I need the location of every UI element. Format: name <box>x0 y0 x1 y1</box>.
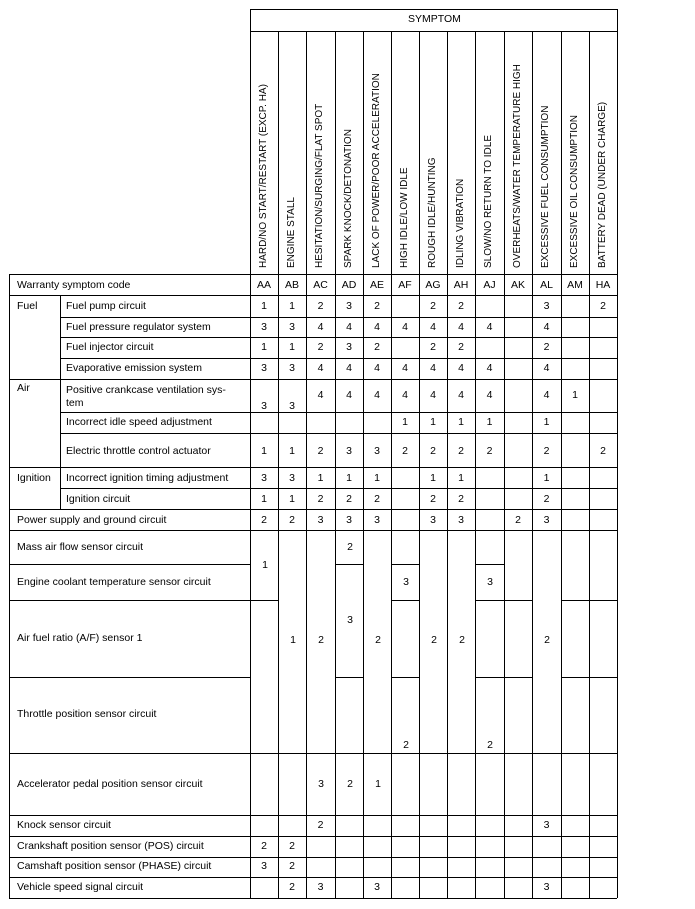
table-cell: 3 <box>430 514 436 526</box>
table-cell: 2 <box>289 860 295 872</box>
table-cell: 3 <box>543 300 550 312</box>
table-cell: 2 <box>458 493 464 505</box>
grid-hline <box>9 898 617 899</box>
grid-hline <box>9 677 250 678</box>
table-cell: 4 <box>317 362 324 374</box>
grid-vline <box>475 31 476 898</box>
table-cell: 4 <box>543 362 550 374</box>
row-label: Fuel injector circuit <box>66 341 154 353</box>
table-cell: 3 <box>346 514 352 526</box>
symptom-header: OVERHEATS/WATER TEMPERATURE HIGH <box>512 64 523 268</box>
table-cell: 4 <box>430 389 436 401</box>
table-cell: 4 <box>543 389 550 401</box>
table-cell: 3 <box>374 881 380 893</box>
row-label-af: Air fuel ratio (A/F) sensor 1 <box>17 632 143 644</box>
table-cell: 2 <box>543 341 550 353</box>
table-cell: 1 <box>458 416 464 428</box>
symptom-header: ROUGH IDLE/HUNTING <box>427 157 438 268</box>
table-cell: 3 <box>261 321 267 333</box>
grid-hline <box>9 467 617 468</box>
table-cell: 2 <box>458 445 464 457</box>
table-cell: 2 <box>317 493 324 505</box>
table-cell: 2 <box>430 445 436 457</box>
table-cell: 4 <box>317 321 324 333</box>
table-cell: 1 <box>261 493 267 505</box>
group-air: Air <box>17 382 30 394</box>
table-cell: 1 <box>543 472 550 484</box>
cell-ae-merged: 2 <box>375 634 381 646</box>
grid-hline <box>391 564 419 565</box>
row-label-tps: Throttle position sensor circuit <box>17 708 157 720</box>
table-cell: 3 <box>458 514 464 526</box>
table-cell: 3 <box>289 321 295 333</box>
table-cell: 3 <box>289 362 295 374</box>
grid-hline <box>250 753 278 754</box>
row-label: Ignition circuit <box>66 493 131 505</box>
grid-hline <box>9 295 617 296</box>
cell-ah-merged: 2 <box>459 634 465 646</box>
table-cell: 2 <box>458 300 464 312</box>
table-cell: 1 <box>402 416 408 428</box>
row-label: Incorrect ignition timing adjustment <box>66 472 229 484</box>
warranty-code: AC <box>313 279 328 291</box>
table-cell: 4 <box>346 389 352 401</box>
symptom-header: HARD/NO START/RESTART (EXCP. HA) <box>258 84 269 268</box>
warranty-code: AJ <box>483 279 496 291</box>
cell-aa-maf-ect: 1 <box>262 559 268 571</box>
table-cell: 3 <box>543 514 550 526</box>
table-cell: 1 <box>430 472 436 484</box>
table-cell: 2 <box>317 445 324 457</box>
cell-al-merged: 2 <box>544 634 550 646</box>
warranty-code: AK <box>510 279 525 291</box>
table-cell: 2 <box>543 493 550 505</box>
symptom-header: SLOW/NO RETURN TO IDLE <box>483 135 494 268</box>
warranty-code: AE <box>369 279 384 291</box>
row-label: Power supply and ground circuit <box>17 514 167 526</box>
grid-hline <box>475 753 504 754</box>
grid-vline <box>60 379 61 467</box>
table-cell: 4 <box>374 389 380 401</box>
table-cell: 2 <box>346 493 352 505</box>
row-label: Fuel pressure regulator system <box>66 321 211 333</box>
grid-vline <box>419 31 420 898</box>
cell-aj-ect: 3 <box>487 576 493 588</box>
row-label: Incorrect idle speed adjustment <box>66 416 212 428</box>
grid-hline <box>335 677 363 678</box>
grid-vline <box>363 31 364 898</box>
table-cell: 1 <box>430 416 436 428</box>
warranty-code-label: Warranty symptom code <box>17 279 131 291</box>
table-cell: 4 <box>346 321 352 333</box>
table-cell: 1 <box>261 300 267 312</box>
symptom-header: EXCESSIVE FUEL CONSUMPTION <box>540 105 551 268</box>
grid-hline <box>391 600 419 601</box>
grid-vline <box>504 31 505 898</box>
symptom-header: IDLING VIBRATION <box>455 178 466 268</box>
warranty-code: HA <box>595 279 611 291</box>
grid-hline <box>532 753 561 754</box>
table-cell: 4 <box>402 362 408 374</box>
grid-vline <box>60 295 61 379</box>
table-cell: 2 <box>402 445 408 457</box>
grid-hline <box>9 753 250 754</box>
table-cell: 1 <box>346 472 352 484</box>
table-cell: 3 <box>261 362 267 374</box>
grid-hline <box>60 317 617 318</box>
table-cell: 2 <box>374 300 380 312</box>
table-cell: 4 <box>346 362 352 374</box>
table-cell: 2 <box>261 840 267 852</box>
table-cell: 3 <box>543 819 550 831</box>
row-label: Knock sensor circuit <box>17 819 111 831</box>
table-cell: 2 <box>374 341 380 353</box>
table-cell: 2 <box>600 445 606 457</box>
table-cell: 2 <box>289 514 295 526</box>
cell-ad-merged: 3 <box>347 614 353 626</box>
grid-hline <box>504 600 532 601</box>
grid-vline <box>589 31 590 898</box>
cell-app-ad: 2 <box>347 778 353 790</box>
grid-hline <box>475 564 504 565</box>
grid-vline <box>278 31 279 898</box>
table-cell: 3 <box>374 445 380 457</box>
table-cell: 1 <box>289 445 295 457</box>
cell-aj-merged: 2 <box>487 739 493 751</box>
symptom-header: EXCESSIVE OIL CONSUMPTION <box>569 115 580 268</box>
cell-app-ac: 3 <box>318 778 324 790</box>
table-cell: 3 <box>261 400 267 412</box>
table-cell: 4 <box>317 389 324 401</box>
grid-hline <box>475 677 504 678</box>
grid-vline <box>532 31 533 898</box>
table-cell: 2 <box>515 514 521 526</box>
grid-hline <box>561 677 617 678</box>
grid-hline <box>475 600 504 601</box>
grid-hline <box>9 857 617 858</box>
grid-hline <box>335 564 363 565</box>
table-cell: 3 <box>261 860 267 872</box>
table-cell: 4 <box>430 362 436 374</box>
cell-ab-merged: 1 <box>290 634 296 646</box>
table-cell: 4 <box>458 389 464 401</box>
table-cell: 4 <box>374 321 380 333</box>
grid-hline <box>60 358 617 359</box>
grid-hline <box>9 379 617 380</box>
grid-hline <box>60 433 617 434</box>
grid-hline <box>561 600 617 601</box>
grid-hline <box>60 488 617 489</box>
grid-hline <box>278 753 335 754</box>
warranty-code: AM <box>567 279 583 291</box>
cell-af-ect: 3 <box>403 576 409 588</box>
table-cell: 1 <box>486 416 493 428</box>
table-cell: 2 <box>543 445 550 457</box>
table-cell: 4 <box>430 321 436 333</box>
pcv-label-line2: tem <box>66 397 84 409</box>
grid-hline <box>60 337 617 338</box>
table-cell: 1 <box>572 389 578 401</box>
grid-hline <box>363 753 391 754</box>
table-cell: 2 <box>317 341 324 353</box>
row-label: Fuel pump circuit <box>66 300 146 312</box>
table-cell: 3 <box>261 472 267 484</box>
table-cell: 1 <box>289 300 295 312</box>
cell-ac-merged: 2 <box>318 634 324 646</box>
grid-hline <box>250 9 617 10</box>
grid-hline <box>60 412 617 413</box>
symptom-header: BATTERY DEAD (UNDER CHARGE) <box>597 101 608 268</box>
grid-vline <box>9 274 10 898</box>
table-cell: 3 <box>543 881 550 893</box>
cell-af-merged: 2 <box>403 739 409 751</box>
row-label: Evaporative emission system <box>66 362 202 374</box>
grid-vline <box>250 9 251 274</box>
warranty-code: AF <box>398 279 412 291</box>
symptom-header: HESITATION/SURGING/FLAT SPOT <box>314 103 325 268</box>
table-cell: 4 <box>543 321 550 333</box>
warranty-code: AH <box>453 279 469 291</box>
table-cell: 2 <box>430 341 436 353</box>
grid-vline <box>617 9 618 898</box>
grid-vline <box>391 31 392 898</box>
table-cell: 4 <box>458 321 464 333</box>
warranty-code: AL <box>540 279 553 291</box>
symptom-header: ENGINE STALL <box>286 197 297 268</box>
table-cell: 2 <box>317 819 324 831</box>
table-cell: 2 <box>600 300 606 312</box>
grid-hline <box>504 677 532 678</box>
table-cell: 2 <box>317 300 324 312</box>
grid-vline <box>335 31 336 898</box>
symptom-header: LACK OF POWER/POOR ACCELERATION <box>371 73 382 268</box>
table-cell: 4 <box>486 362 493 374</box>
table-cell: 2 <box>458 341 464 353</box>
table-cell: 2 <box>289 881 295 893</box>
grid-vline <box>447 31 448 898</box>
table-cell: 1 <box>289 341 295 353</box>
table-cell: 1 <box>543 416 550 428</box>
cell-ag-merged: 2 <box>431 634 437 646</box>
table-cell: 1 <box>261 341 267 353</box>
grid-hline <box>9 815 617 816</box>
table-cell: 3 <box>346 341 352 353</box>
cell-ad-maf: 2 <box>347 541 353 553</box>
table-cell: 3 <box>317 514 324 526</box>
row-label-ect: Engine coolant temperature sensor circuit <box>17 576 211 588</box>
table-cell: 1 <box>374 472 380 484</box>
row-label-maf: Mass air flow sensor circuit <box>17 541 144 553</box>
table-cell: 3 <box>289 400 295 412</box>
grid-hline <box>419 753 475 754</box>
row-label: Electric throttle control actuator <box>66 445 211 457</box>
table-cell: 3 <box>346 300 352 312</box>
table-cell: 1 <box>261 445 267 457</box>
table-cell: 3 <box>374 514 380 526</box>
table-cell: 1 <box>289 493 295 505</box>
row-label-app: Accelerator pedal position sensor circuit <box>17 778 203 790</box>
row-label: Vehicle speed signal circuit <box>17 881 144 893</box>
grid-hline <box>391 753 419 754</box>
grid-hline <box>9 564 250 565</box>
table-cell: 1 <box>317 472 324 484</box>
table-cell: 2 <box>261 514 267 526</box>
grid-hline <box>9 530 617 531</box>
symptom-header: SPARK KNOCK/DETONATION <box>343 129 354 268</box>
table-cell: 4 <box>402 321 408 333</box>
grid-hline <box>9 600 250 601</box>
table-cell: 1 <box>458 472 464 484</box>
grid-hline <box>9 836 617 837</box>
grid-hline <box>504 753 532 754</box>
table-cell: 2 <box>430 493 436 505</box>
table-cell: 4 <box>486 321 493 333</box>
group-ignition: Ignition <box>17 472 51 484</box>
grid-hline <box>9 274 617 275</box>
symptom-group-title: SYMPTOM <box>408 13 461 25</box>
table-cell: 2 <box>486 445 493 457</box>
grid-hline <box>9 509 617 510</box>
grid-vline <box>60 467 61 509</box>
warranty-code: AD <box>341 279 357 291</box>
table-cell: 2 <box>289 840 295 852</box>
table-cell: 4 <box>374 362 380 374</box>
table-cell: 4 <box>458 362 464 374</box>
grid-hline <box>250 600 278 601</box>
warranty-code: AG <box>425 279 441 291</box>
table-cell: 3 <box>317 881 324 893</box>
table-cell: 2 <box>430 300 436 312</box>
table-cell: 3 <box>289 472 295 484</box>
table-cell: 3 <box>346 445 352 457</box>
row-label: Camshaft position sensor (PHASE) circuit <box>17 860 212 872</box>
grid-hline <box>335 753 363 754</box>
row-label: Crankshaft position sensor (POS) circuit <box>17 840 204 852</box>
table-cell: 2 <box>374 493 380 505</box>
table-cell: 4 <box>486 389 493 401</box>
grid-hline <box>391 677 419 678</box>
grid-hline <box>561 753 617 754</box>
grid-hline <box>9 877 617 878</box>
warranty-code: AB <box>284 279 299 291</box>
warranty-code: AA <box>256 279 271 291</box>
grid-vline <box>306 31 307 898</box>
symptom-header: HIGH IDLE/LOW IDLE <box>399 167 410 268</box>
grid-vline <box>561 31 562 898</box>
group-fuel: Fuel <box>17 300 38 312</box>
cell-app-ae: 1 <box>375 778 381 790</box>
table-cell: 4 <box>402 389 408 401</box>
pcv-label-line1: Positive crankcase ventilation sys- <box>66 384 226 396</box>
